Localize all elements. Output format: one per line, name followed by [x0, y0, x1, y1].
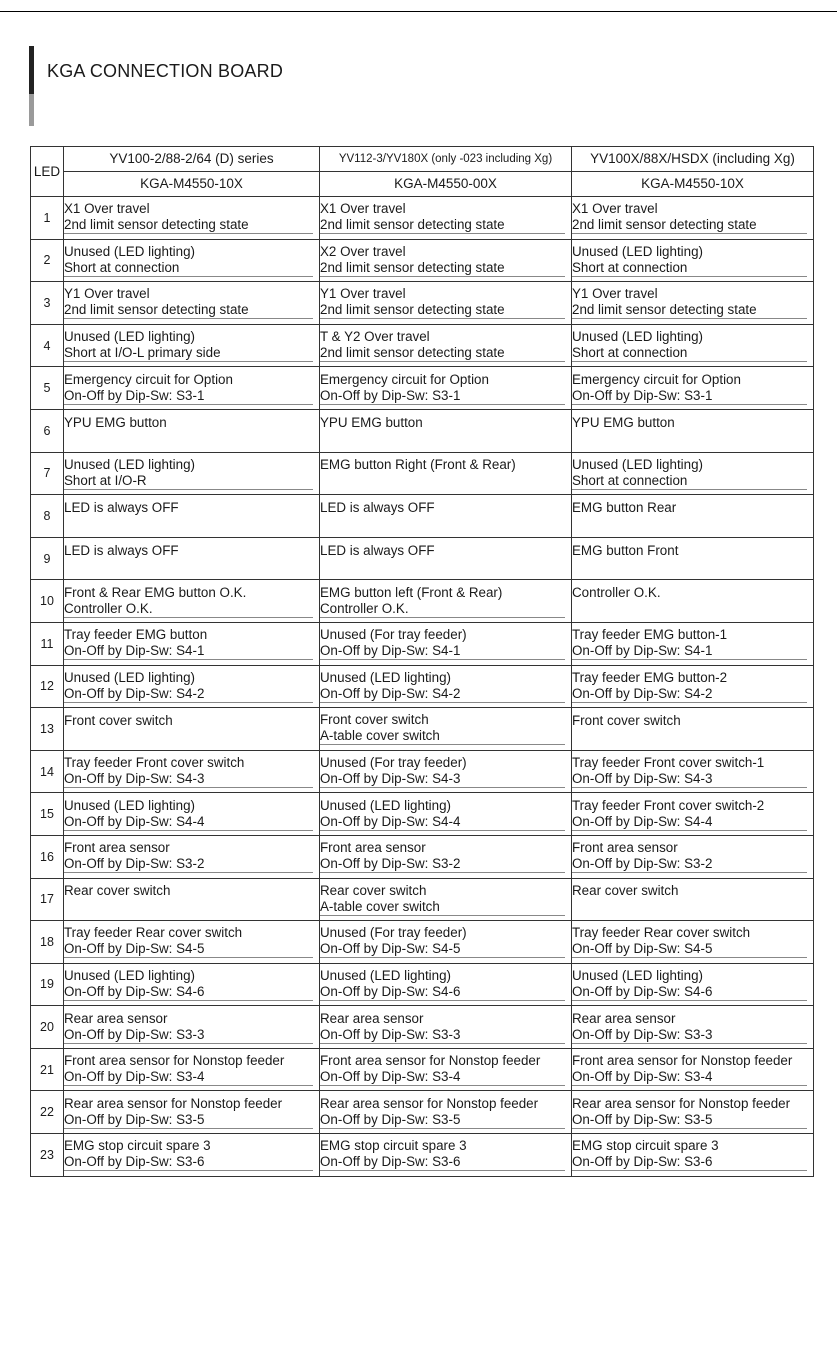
led-description-cell: [64, 367, 320, 410]
description-line-1: LED is always OFF: [320, 499, 435, 515]
description-line-2: Controller O.K.: [320, 601, 565, 618]
description-line-2: 2nd limit sensor detecting state: [320, 345, 565, 362]
description-line-2: 2nd limit sensor detecting state: [572, 217, 807, 234]
description-line-2: On-Off by Dip-Sw: S4-2: [320, 686, 565, 703]
description-line-1: Front cover switch: [572, 712, 681, 728]
description-line-2: On-Off by Dip-Sw: S3-1: [64, 388, 313, 405]
led-description-cell: [572, 708, 814, 751]
description-line-1: EMG stop circuit spare 3: [64, 1138, 211, 1154]
description-line-2: [572, 559, 807, 575]
description-line-2: On-Off by Dip-Sw: S3-3: [572, 1027, 807, 1044]
description-line-1: Front cover switch: [64, 712, 173, 728]
led-description-cell: [64, 793, 320, 836]
description-line-2: On-Off by Dip-Sw: S4-2: [64, 686, 313, 703]
description-line-2: [64, 899, 313, 915]
led-description-cell: [320, 282, 572, 325]
description-line-1: Rear cover switch: [572, 883, 679, 899]
led-number: 6: [31, 409, 64, 452]
series-header: YV100-2/88-2/64 (D) series: [64, 147, 320, 172]
description-line-2: 2nd limit sensor detecting state: [320, 302, 565, 319]
description-line-2: [64, 431, 313, 447]
top-rule: [0, 11, 837, 12]
description-line-1: Front area sensor: [572, 840, 678, 856]
description-line-1: Front area sensor for Nonstop feeder: [572, 1053, 793, 1069]
description-line-1: Front area sensor: [320, 840, 426, 856]
description-line-1: Unused (LED lighting): [64, 669, 195, 685]
page-title: KGA CONNECTION BOARD: [47, 61, 284, 81]
led-number: 1: [31, 197, 64, 240]
led-description-cell: [572, 963, 814, 1006]
table-row: [31, 1048, 814, 1091]
led-description-cell: [572, 665, 814, 708]
description-line-1: Unused (LED lighting): [320, 669, 451, 685]
led-number: 14: [31, 750, 64, 793]
description-line-1: Controller O.K.: [572, 585, 661, 601]
description-line-1: Front area sensor for Nonstop feeder: [320, 1053, 541, 1069]
description-line-1: Y1 Over travel: [572, 286, 658, 302]
description-line-1: Rear area sensor: [320, 1010, 424, 1026]
led-number: 16: [31, 835, 64, 878]
led-description-cell: [64, 963, 320, 1006]
led-column-header: LED: [31, 147, 64, 197]
description-line-2: [64, 516, 313, 532]
led-description-cell: [64, 1134, 320, 1177]
led-description-cell: [64, 1048, 320, 1091]
led-description-cell: [64, 452, 320, 495]
led-description-cell: [572, 239, 814, 282]
led-description-cell: [64, 622, 320, 665]
model-header: KGA-M4550-00X: [320, 172, 572, 197]
table-row: [31, 1091, 814, 1134]
description-line-2: [64, 729, 313, 745]
led-number: 5: [31, 367, 64, 410]
led-number: 13: [31, 708, 64, 751]
led-description-cell: [64, 921, 320, 964]
description-line-1: Tray feeder Rear cover switch: [572, 925, 751, 941]
table-row: [31, 708, 814, 751]
led-description-cell: [64, 239, 320, 282]
description-line-2: Short at connection: [64, 260, 313, 277]
description-line-1: Unused (LED lighting): [64, 797, 195, 813]
description-line-1: EMG stop circuit spare 3: [572, 1138, 719, 1154]
description-line-2: [572, 601, 807, 617]
description-line-2: [64, 559, 313, 575]
led-description-cell: [64, 665, 320, 708]
description-line-1: X1 Over travel: [320, 201, 406, 217]
description-line-2: [572, 729, 807, 745]
led-description-cell: [320, 921, 572, 964]
table-row: [31, 367, 814, 410]
description-line-1: Rear cover switch: [320, 882, 427, 898]
description-line-1: Tray feeder EMG button-1: [572, 627, 728, 643]
description-line-2: Short at I/O-L primary side: [64, 345, 313, 362]
table-row: [31, 409, 814, 452]
led-description-cell: [320, 1134, 572, 1177]
description-line-1: YPU EMG button: [320, 414, 423, 430]
description-line-2: On-Off by Dip-Sw: S3-1: [320, 388, 565, 405]
led-description-cell: [320, 537, 572, 580]
led-description-cell: [64, 750, 320, 793]
led-number: 22: [31, 1091, 64, 1134]
description-line-1: Rear area sensor: [64, 1010, 168, 1026]
description-line-2: On-Off by Dip-Sw: S3-5: [320, 1112, 565, 1129]
led-number: 10: [31, 580, 64, 623]
led-description-cell: [572, 1091, 814, 1134]
description-line-2: Short at connection: [572, 345, 807, 362]
description-line-1: Unused (LED lighting): [572, 456, 703, 472]
led-description-cell: [320, 239, 572, 282]
description-line-2: On-Off by Dip-Sw: S3-6: [572, 1154, 807, 1171]
led-number: 12: [31, 665, 64, 708]
led-description-cell: [64, 495, 320, 538]
description-line-2: [320, 559, 565, 575]
description-line-1: EMG button Right (Front & Rear): [320, 457, 516, 473]
description-line-2: On-Off by Dip-Sw: S4-4: [572, 814, 807, 831]
description-line-2: Controller O.K.: [64, 601, 313, 618]
description-line-1: Unused (LED lighting): [64, 456, 195, 472]
description-line-2: On-Off by Dip-Sw: S4-1: [64, 643, 313, 660]
description-line-1: EMG stop circuit spare 3: [320, 1138, 467, 1154]
description-line-1: YPU EMG button: [572, 414, 675, 430]
description-line-2: On-Off by Dip-Sw: S3-6: [64, 1154, 313, 1171]
led-number: 18: [31, 921, 64, 964]
led-description-cell: [572, 1006, 814, 1049]
description-line-2: On-Off by Dip-Sw: S3-2: [572, 856, 807, 873]
description-line-2: On-Off by Dip-Sw: S4-4: [320, 814, 565, 831]
description-line-1: Tray feeder Front cover switch: [64, 755, 245, 771]
led-description-cell: [320, 750, 572, 793]
description-line-1: X1 Over travel: [64, 201, 150, 217]
led-description-cell: [572, 580, 814, 623]
table-row: [31, 921, 814, 964]
led-description-cell: [320, 793, 572, 836]
description-line-2: On-Off by Dip-Sw: S4-5: [572, 941, 807, 958]
led-description-cell: [572, 793, 814, 836]
led-description-cell: [572, 1048, 814, 1091]
description-line-2: On-Off by Dip-Sw: S3-2: [320, 856, 565, 873]
description-line-2: On-Off by Dip-Sw: S4-4: [64, 814, 313, 831]
led-description-cell: [572, 537, 814, 580]
description-line-1: Front area sensor: [64, 840, 170, 856]
description-line-1: LED is always OFF: [64, 542, 179, 558]
description-line-2: A-table cover switch: [320, 728, 565, 745]
description-line-2: On-Off by Dip-Sw: S3-4: [572, 1069, 807, 1086]
led-description-cell: [320, 197, 572, 240]
led-number: 17: [31, 878, 64, 921]
led-description-cell: [64, 580, 320, 623]
description-line-2: On-Off by Dip-Sw: S4-1: [572, 643, 807, 660]
led-description-cell: [572, 367, 814, 410]
led-description-cell: [320, 1091, 572, 1134]
description-line-1: Unused (LED lighting): [64, 243, 195, 259]
model-header: KGA-M4550-10X: [64, 172, 320, 197]
series-header-row: [31, 147, 814, 172]
description-line-2: [572, 516, 807, 532]
led-number: 20: [31, 1006, 64, 1049]
description-line-1: EMG button left (Front & Rear): [320, 584, 503, 600]
description-line-2: On-Off by Dip-Sw: S4-6: [572, 984, 807, 1001]
kga-led-table: [30, 146, 814, 1177]
led-description-cell: [572, 197, 814, 240]
description-line-2: On-Off by Dip-Sw: S3-3: [320, 1027, 565, 1044]
led-description-cell: [320, 963, 572, 1006]
led-description-cell: [572, 452, 814, 495]
description-line-2: On-Off by Dip-Sw: S4-6: [320, 984, 565, 1001]
table-row: [31, 452, 814, 495]
description-line-1: Tray feeder Front cover switch-2: [572, 797, 765, 813]
led-description-cell: [320, 1048, 572, 1091]
description-line-1: Tray feeder EMG button-2: [572, 669, 728, 685]
description-line-1: T & Y2 Over travel: [320, 329, 430, 345]
led-description-cell: [320, 324, 572, 367]
led-description-cell: [320, 452, 572, 495]
model-header-row: [31, 172, 814, 197]
led-description-cell: [320, 409, 572, 452]
led-description-cell: [572, 750, 814, 793]
description-line-2: On-Off by Dip-Sw: S3-5: [572, 1112, 807, 1129]
description-line-2: [320, 431, 565, 447]
description-line-2: On-Off by Dip-Sw: S3-4: [320, 1069, 565, 1086]
table-row: [31, 197, 814, 240]
description-line-1: Unused (LED lighting): [572, 329, 703, 345]
description-line-2: On-Off by Dip-Sw: S4-3: [320, 771, 565, 788]
description-line-1: Y1 Over travel: [320, 286, 406, 302]
description-line-1: Front area sensor for Nonstop feeder: [64, 1053, 285, 1069]
table-row: [31, 1006, 814, 1049]
description-line-2: On-Off by Dip-Sw: S3-6: [320, 1154, 565, 1171]
led-number: 23: [31, 1134, 64, 1177]
description-line-1: X2 Over travel: [320, 243, 406, 259]
table-row: [31, 495, 814, 538]
led-description-cell: [64, 878, 320, 921]
description-line-1: Rear area sensor for Nonstop feeder: [64, 1095, 283, 1111]
description-line-2: A-table cover switch: [320, 899, 565, 916]
description-line-1: Front cover switch: [320, 712, 429, 728]
description-line-1: Emergency circuit for Option: [320, 371, 489, 387]
led-description-cell: [572, 495, 814, 538]
led-number: 7: [31, 452, 64, 495]
description-line-1: Unused (For tray feeder): [320, 755, 467, 771]
led-description-cell: [320, 708, 572, 751]
description-line-1: Unused (LED lighting): [572, 243, 703, 259]
table-row: [31, 963, 814, 1006]
led-description-cell: [572, 878, 814, 921]
led-description-cell: [572, 835, 814, 878]
table-row: [31, 750, 814, 793]
description-line-2: Short at I/O-R: [64, 473, 313, 490]
description-line-2: Short at connection: [572, 260, 807, 277]
led-number: 21: [31, 1048, 64, 1091]
description-line-2: On-Off by Dip-Sw: S4-3: [572, 771, 807, 788]
led-description-cell: [320, 622, 572, 665]
description-line-1: Unused (LED lighting): [572, 967, 703, 983]
description-line-2: On-Off by Dip-Sw: S3-1: [572, 388, 807, 405]
led-description-cell: [320, 367, 572, 410]
description-line-1: Emergency circuit for Option: [64, 371, 233, 387]
led-number: 19: [31, 963, 64, 1006]
description-line-1: YPU EMG button: [64, 414, 167, 430]
led-description-cell: [64, 537, 320, 580]
description-line-2: [572, 899, 807, 915]
description-line-2: On-Off by Dip-Sw: S4-3: [64, 771, 313, 788]
description-line-1: Tray feeder EMG button: [64, 627, 208, 643]
table-row: [31, 324, 814, 367]
description-line-1: LED is always OFF: [64, 499, 179, 515]
series-header: YV112-3/YV180X (only -023 including Xg): [320, 147, 572, 172]
led-description-cell: [320, 1006, 572, 1049]
description-line-2: On-Off by Dip-Sw: S4-6: [64, 984, 313, 1001]
description-line-1: Unused (LED lighting): [64, 329, 195, 345]
led-description-cell: [64, 409, 320, 452]
description-line-1: Rear area sensor: [572, 1010, 676, 1026]
description-line-2: 2nd limit sensor detecting state: [64, 302, 313, 319]
led-description-cell: [320, 495, 572, 538]
led-description-cell: [64, 708, 320, 751]
description-line-2: 2nd limit sensor detecting state: [64, 217, 313, 234]
description-line-1: Tray feeder Rear cover switch: [64, 925, 243, 941]
led-number: 11: [31, 622, 64, 665]
title-accent-bar: [29, 46, 34, 126]
description-line-1: Emergency circuit for Option: [572, 371, 741, 387]
description-line-2: 2nd limit sensor detecting state: [320, 260, 565, 277]
description-line-2: [320, 516, 565, 532]
description-line-1: Front & Rear EMG button O.K.: [64, 584, 247, 600]
led-description-cell: [64, 835, 320, 878]
description-line-2: On-Off by Dip-Sw: S4-2: [572, 686, 807, 703]
table-row: [31, 665, 814, 708]
led-description-cell: [572, 282, 814, 325]
description-line-2: On-Off by Dip-Sw: S3-5: [64, 1112, 313, 1129]
table-row: [31, 1134, 814, 1177]
table-row: [31, 622, 814, 665]
description-line-1: X1 Over travel: [572, 201, 658, 217]
description-line-1: LED is always OFF: [320, 542, 435, 558]
led-number: 9: [31, 537, 64, 580]
table-row: [31, 239, 814, 282]
led-number: 3: [31, 282, 64, 325]
led-description-cell: [572, 409, 814, 452]
led-description-cell: [64, 282, 320, 325]
led-number: 15: [31, 793, 64, 836]
led-number: 8: [31, 495, 64, 538]
description-line-2: 2nd limit sensor detecting state: [572, 302, 807, 319]
description-line-2: On-Off by Dip-Sw: S4-1: [320, 643, 565, 660]
led-number: 2: [31, 239, 64, 282]
description-line-2: On-Off by Dip-Sw: S3-2: [64, 856, 313, 873]
description-line-1: Unused (LED lighting): [320, 797, 451, 813]
model-header: KGA-M4550-10X: [572, 172, 814, 197]
description-line-1: Rear area sensor for Nonstop feeder: [320, 1095, 539, 1111]
description-line-1: Rear cover switch: [64, 883, 171, 899]
description-line-2: On-Off by Dip-Sw: S3-3: [64, 1027, 313, 1044]
description-line-2: On-Off by Dip-Sw: S4-5: [64, 941, 313, 958]
table-row: [31, 282, 814, 325]
table-body: [31, 197, 814, 1177]
series-header: YV100X/88X/HSDX (including Xg): [572, 147, 814, 172]
led-description-cell: [320, 878, 572, 921]
description-line-2: On-Off by Dip-Sw: S3-4: [64, 1069, 313, 1086]
led-description-cell: [320, 580, 572, 623]
description-line-2: On-Off by Dip-Sw: S4-5: [320, 941, 565, 958]
table-row: [31, 580, 814, 623]
description-line-1: Rear area sensor for Nonstop feeder: [572, 1095, 791, 1111]
table-row: [31, 835, 814, 878]
led-description-cell: [572, 921, 814, 964]
description-line-1: Y1 Over travel: [64, 286, 150, 302]
description-line-1: EMG button Rear: [572, 499, 677, 515]
led-description-cell: [320, 665, 572, 708]
description-line-2: [320, 473, 565, 489]
led-description-cell: [64, 197, 320, 240]
led-description-cell: [64, 324, 320, 367]
led-description-cell: [64, 1091, 320, 1134]
description-line-1: EMG button Front: [572, 542, 679, 558]
description-line-1: Unused (For tray feeder): [320, 627, 467, 643]
led-description-cell: [572, 324, 814, 367]
led-number: 4: [31, 324, 64, 367]
description-line-1: Unused (LED lighting): [64, 967, 195, 983]
description-line-2: [572, 431, 807, 447]
description-line-2: 2nd limit sensor detecting state: [320, 217, 565, 234]
led-description-cell: [572, 1134, 814, 1177]
led-description-cell: [572, 622, 814, 665]
table-row: [31, 537, 814, 580]
description-line-1: Unused (For tray feeder): [320, 925, 467, 941]
table-row: [31, 793, 814, 836]
description-line-1: Tray feeder Front cover switch-1: [572, 755, 765, 771]
description-line-1: Unused (LED lighting): [320, 967, 451, 983]
table-row: [31, 878, 814, 921]
description-line-2: Short at connection: [572, 473, 807, 490]
led-description-cell: [320, 835, 572, 878]
led-description-cell: [64, 1006, 320, 1049]
